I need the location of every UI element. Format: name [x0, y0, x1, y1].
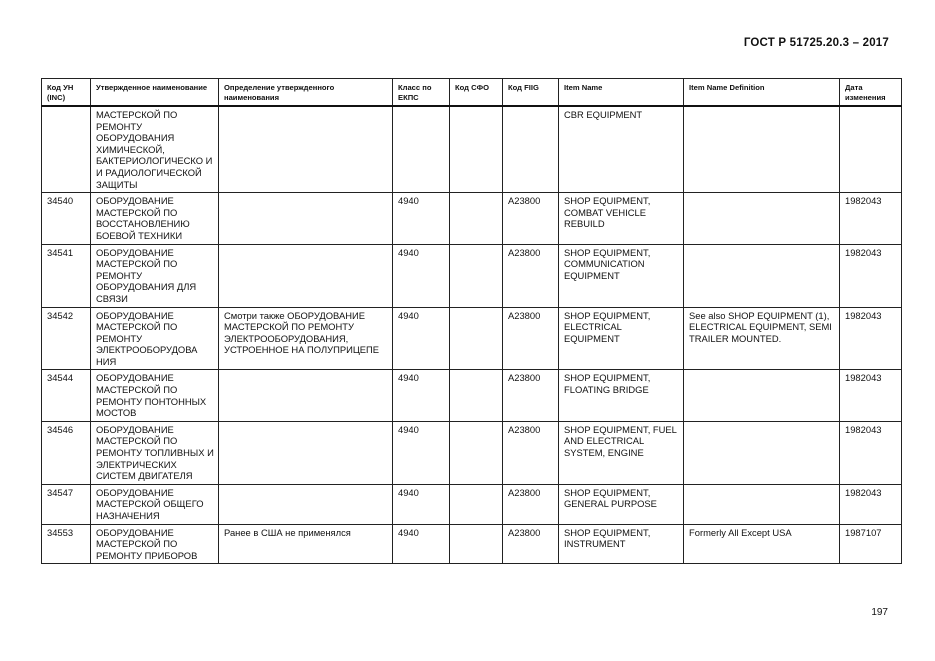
cell-class: 4940 — [393, 484, 450, 524]
column-header-change-date: Дата изменения — [840, 79, 902, 107]
cell-item-name: CBR EQUIPMENT — [559, 106, 684, 193]
cell-class: 4940 — [393, 421, 450, 484]
cell-fiig: A23800 — [503, 524, 559, 564]
cell-name-definition — [219, 193, 393, 244]
cell-item-name-definition — [684, 244, 840, 307]
cell-class: 4940 — [393, 244, 450, 307]
cell-approved-name: ОБОРУДОВАНИЕ МАСТЕРСКОЙ ПО РЕМОНТУ ОБОРУДОВАНИЯ ДЛЯ СВЯЗИ — [91, 244, 219, 307]
cell-approved-name: ОБОРУДОВАНИЕ МАСТЕРСКОЙ ПО РЕМОНТУ ПОНТОННЫХ МОСТОВ — [91, 370, 219, 421]
cell-change-date: 1982043 — [840, 370, 902, 421]
cell-approved-name: ОБОРУДОВАНИЕ МАСТЕРСКОЙ ОБЩЕГО НАЗНАЧЕНИЯ — [91, 484, 219, 524]
column-header-approved-name: Утвержденное наименование — [91, 79, 219, 107]
cell-sfo — [450, 244, 503, 307]
cell-approved-name: ОБОРУДОВАНИЕ МАСТЕРСКОЙ ПО РЕМОНТУ ЭЛЕКТРООБОРУДОВА НИЯ — [91, 307, 219, 370]
table-row — [42, 484, 902, 524]
column-header-inc: Код УН (INC) — [42, 79, 91, 107]
cell-item-name-definition — [684, 370, 840, 421]
cell-fiig: A23800 — [503, 370, 559, 421]
table-header-row — [42, 79, 902, 107]
cell-item-name: SHOP EQUIPMENT, FUEL AND ELECTRICAL SYSTEM, ENGINE — [559, 421, 684, 484]
page-number: 197 — [871, 607, 888, 618]
classification-table — [41, 78, 902, 564]
cell-sfo — [450, 421, 503, 484]
cell-approved-name: ОБОРУДОВАНИЕ МАСТЕРСКОЙ ПО РЕМОНТУ ПРИБОРОВ — [91, 524, 219, 564]
cell-item-name: SHOP EQUIPMENT, ELECTRICAL EQUIPMENT — [559, 307, 684, 370]
cell-approved-name: ОБОРУДОВАНИЕ МАСТЕРСКОЙ ПО ВОССТАНОВЛЕНИЮ БОЕВОЙ ТЕХНИКИ — [91, 193, 219, 244]
cell-item-name-definition — [684, 106, 840, 193]
cell-change-date: 1982043 — [840, 421, 902, 484]
cell-name-definition — [219, 106, 393, 193]
column-header-item-name-definition: Item Name Definition — [684, 79, 840, 107]
column-header-name-definition: Определение утвержденного наименования — [219, 79, 393, 107]
table-row — [42, 524, 902, 564]
cell-change-date: 1982043 — [840, 193, 902, 244]
cell-name-definition — [219, 370, 393, 421]
cell-item-name: SHOP EQUIPMENT, GENERAL PURPOSE — [559, 484, 684, 524]
cell-class: 4940 — [393, 524, 450, 564]
cell-inc: 34547 — [42, 484, 91, 524]
cell-inc: 34544 — [42, 370, 91, 421]
cell-name-definition — [219, 421, 393, 484]
cell-item-name: SHOP EQUIPMENT, COMBAT VEHICLE REBUILD — [559, 193, 684, 244]
cell-inc — [42, 106, 91, 193]
table-row — [42, 106, 902, 193]
cell-approved-name: ОБОРУДОВАНИЕ МАСТЕРСКОЙ ПО РЕМОНТУ ТОПЛИВНЫХ И ЭЛЕКТРИЧЕСКИХ СИСТЕМ ДВИГАТЕЛЯ — [91, 421, 219, 484]
cell-item-name: SHOP EQUIPMENT, COMMUNICATION EQUIPMENT — [559, 244, 684, 307]
cell-inc: 34540 — [42, 193, 91, 244]
cell-change-date: 1982043 — [840, 484, 902, 524]
cell-inc: 34546 — [42, 421, 91, 484]
column-header-sfo: Код СФО — [450, 79, 503, 107]
cell-sfo — [450, 106, 503, 193]
cell-name-definition: Смотри также ОБОРУДОВАНИЕ МАСТЕРСКОЙ ПО РЕМОНТУ ЭЛЕКТРООБОРУДОВАНИЯ, УСТРОЕННОЕ НА ПОЛУПРИЦЕПЕ — [219, 307, 393, 370]
cell-fiig: A23800 — [503, 421, 559, 484]
cell-fiig: A23800 — [503, 307, 559, 370]
table-row — [42, 244, 902, 307]
cell-item-name-definition — [684, 193, 840, 244]
column-header-class: Класс по ЕКПС — [393, 79, 450, 107]
table-row — [42, 421, 902, 484]
cell-fiig: A23800 — [503, 484, 559, 524]
table-row — [42, 370, 902, 421]
cell-approved-name: МАСТЕРСКОЙ ПО РЕМОНТУ ОБОРУДОВАНИЯ ХИМИЧЕСКОЙ, БАКТЕРИОЛОГИЧЕСКО И И РАДИОЛОГИЧЕСКОЙ ЗАЩИТЫ — [91, 106, 219, 193]
cell-sfo — [450, 307, 503, 370]
cell-change-date: 1987107 — [840, 524, 902, 564]
cell-inc: 34541 — [42, 244, 91, 307]
cell-item-name-definition: See also SHOP EQUIPMENT (1), ELECTRICAL EQUIPMENT, SEMI TRAILER MOUNTED. — [684, 307, 840, 370]
cell-item-name-definition — [684, 421, 840, 484]
column-header-fiig: Код FIIG — [503, 79, 559, 107]
cell-sfo — [450, 193, 503, 244]
table-row — [42, 193, 902, 244]
cell-name-definition: Ранее в США не применялся — [219, 524, 393, 564]
cell-change-date: 1982043 — [840, 244, 902, 307]
cell-name-definition — [219, 484, 393, 524]
cell-change-date: 1982043 — [840, 307, 902, 370]
cell-class: 4940 — [393, 370, 450, 421]
cell-fiig: A23800 — [503, 193, 559, 244]
cell-class: 4940 — [393, 193, 450, 244]
document-standard-code: ГОСТ Р 51725.20.3 – 2017 — [743, 37, 889, 49]
cell-inc: 34553 — [42, 524, 91, 564]
cell-change-date — [840, 106, 902, 193]
cell-sfo — [450, 370, 503, 421]
cell-item-name-definition: Formerly All Except USA — [684, 524, 840, 564]
cell-sfo — [450, 484, 503, 524]
column-header-item-name: Item Name — [559, 79, 684, 107]
cell-name-definition — [219, 244, 393, 307]
cell-class: 4940 — [393, 307, 450, 370]
cell-item-name: SHOP EQUIPMENT, FLOATING BRIDGE — [559, 370, 684, 421]
cell-item-name-definition — [684, 484, 840, 524]
table-row — [42, 307, 902, 370]
cell-fiig — [503, 106, 559, 193]
cell-fiig: A23800 — [503, 244, 559, 307]
cell-class — [393, 106, 450, 193]
cell-inc: 34542 — [42, 307, 91, 370]
cell-sfo — [450, 524, 503, 564]
cell-item-name: SHOP EQUIPMENT, INSTRUMENT — [559, 524, 684, 564]
